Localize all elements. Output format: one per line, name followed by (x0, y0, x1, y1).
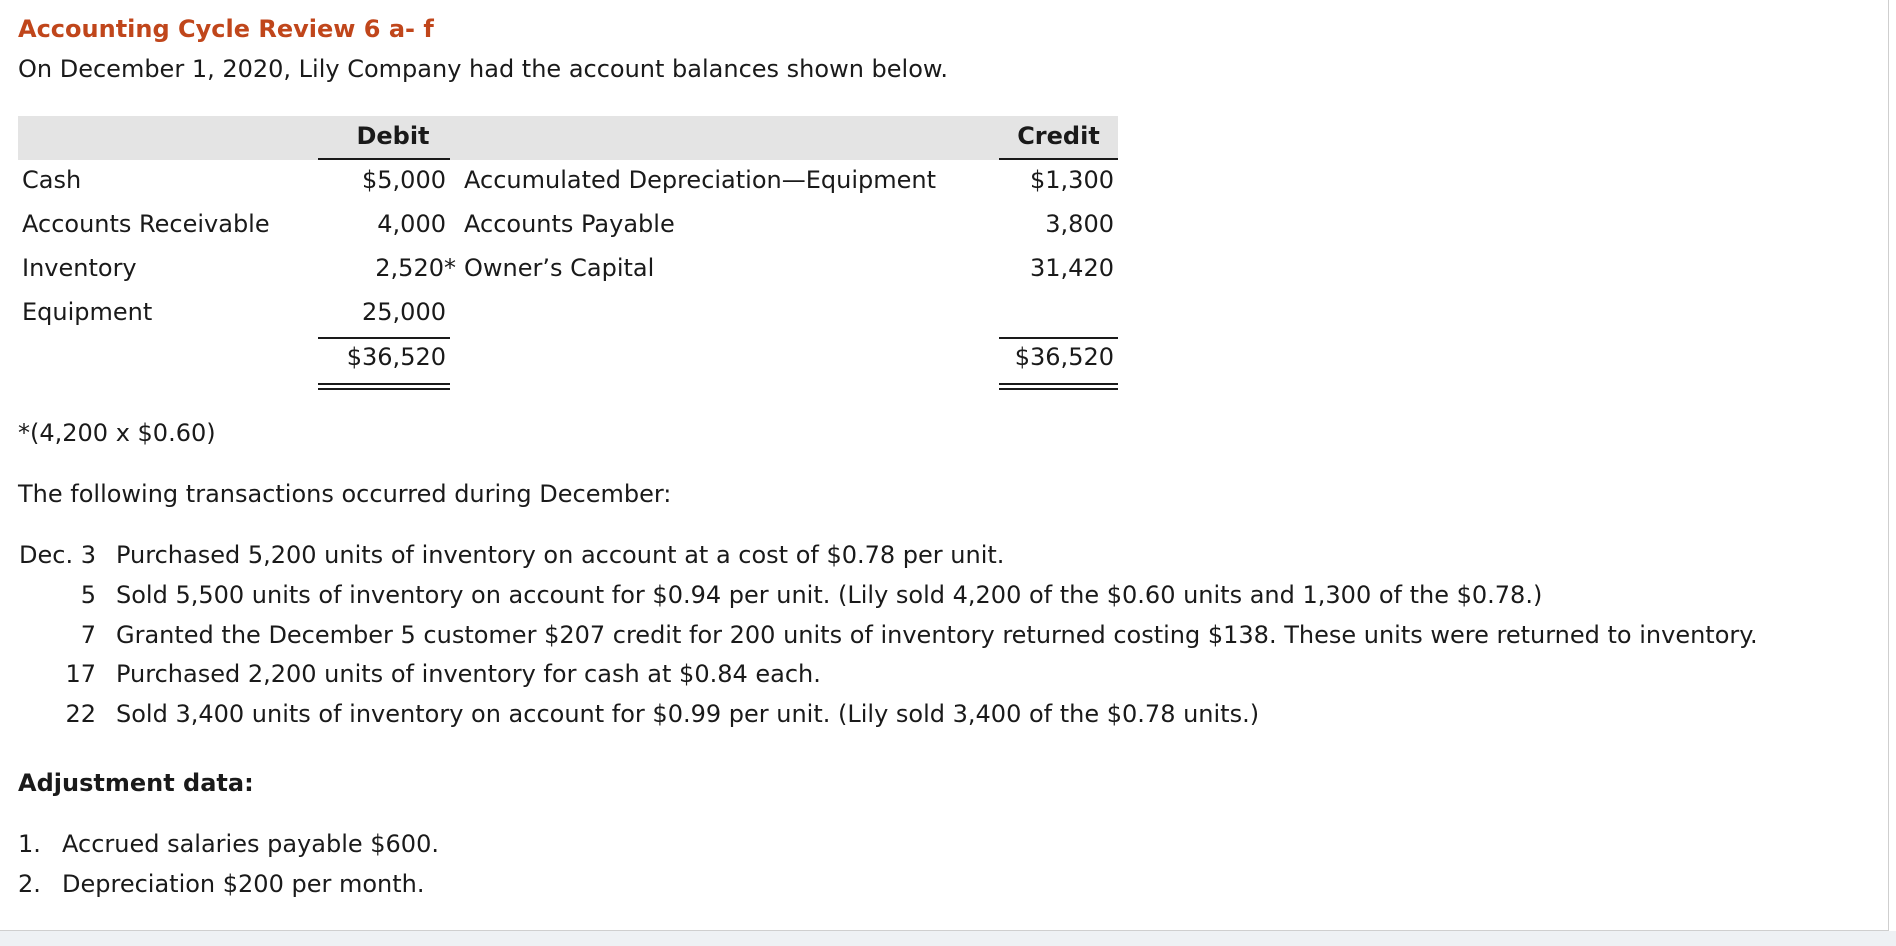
credit-total-rule (999, 337, 1118, 339)
transaction-text: Purchased 5,200 units of inventory on account at a cost of $0.78 per unit. (116, 541, 1005, 569)
debit-amount: 25,000 (362, 298, 446, 326)
adjustment-text: Accrued salaries payable $600. (62, 830, 439, 858)
trial-balance-table (18, 116, 1118, 396)
debit-amount: 4,000 (377, 210, 446, 238)
credit-account-label: Owner’s Capital (464, 254, 655, 282)
debit-header-underline (318, 158, 450, 160)
credit-total: $36,520 (1014, 343, 1114, 371)
transactions-intro: The following transactions occurred during December: (18, 480, 672, 508)
debit-header: Debit (356, 122, 430, 150)
transaction-date: 7 (80, 621, 96, 649)
debit-total: $36,520 (346, 343, 446, 371)
debit-amount: $5,000 (362, 166, 446, 194)
debit-amount: 2,520* (375, 254, 456, 282)
debit-account-label: Cash (22, 166, 82, 194)
adjustment-number: 2. (18, 870, 41, 898)
table-header-row (18, 116, 1118, 160)
credit-header: Credit (1017, 122, 1100, 150)
debit-account-label: Inventory (22, 254, 137, 282)
debit-total-rule (318, 337, 450, 339)
debit-account-label: Equipment (22, 298, 153, 326)
transaction-text: Granted the December 5 customer $207 credit for 200 units of inventory returned costing $138. These units were returned to inventory. (116, 621, 1758, 649)
transaction-date: 5 (80, 581, 96, 609)
transaction-date: 17 (65, 660, 96, 688)
credit-account-label: Accumulated Depreciation—Equipment (464, 166, 937, 194)
inventory-footnote: *(4,200 x $0.60) (18, 419, 216, 447)
adjustment-text: Depreciation $200 per month. (62, 870, 425, 898)
credit-amount: 31,420 (1030, 254, 1114, 282)
credit-amount: 3,800 (1045, 210, 1114, 238)
transaction-text: Sold 5,500 units of inventory on account for $0.94 per unit. (Lily sold 4,200 of the $0.60 units and 1,300 of the $0.78.) (116, 581, 1543, 609)
page-bottom-edge (0, 931, 1896, 946)
adjustment-heading: Adjustment data: (18, 769, 254, 797)
transaction-date: 22 (65, 700, 96, 728)
credit-account-label: Accounts Payable (464, 210, 675, 238)
debit-total-double-rule (318, 383, 450, 390)
credit-header-underline (999, 158, 1118, 160)
transaction-text: Purchased 2,200 units of inventory for cash at $0.84 each. (116, 660, 821, 688)
problem-title: Accounting Cycle Review 6 a- f (18, 15, 434, 43)
problem-intro: On December 1, 2020, Lily Company had the account balances shown below. (18, 55, 948, 83)
credit-total-double-rule (999, 383, 1118, 390)
transaction-text: Sold 3,400 units of inventory on account for $0.99 per unit. (Lily sold 3,400 of the $0.78 units.) (116, 700, 1260, 728)
adjustment-number: 1. (18, 830, 41, 858)
credit-amount: $1,300 (1030, 166, 1114, 194)
debit-account-label: Accounts Receivable (22, 210, 270, 238)
transaction-date: Dec. 3 (19, 541, 96, 569)
